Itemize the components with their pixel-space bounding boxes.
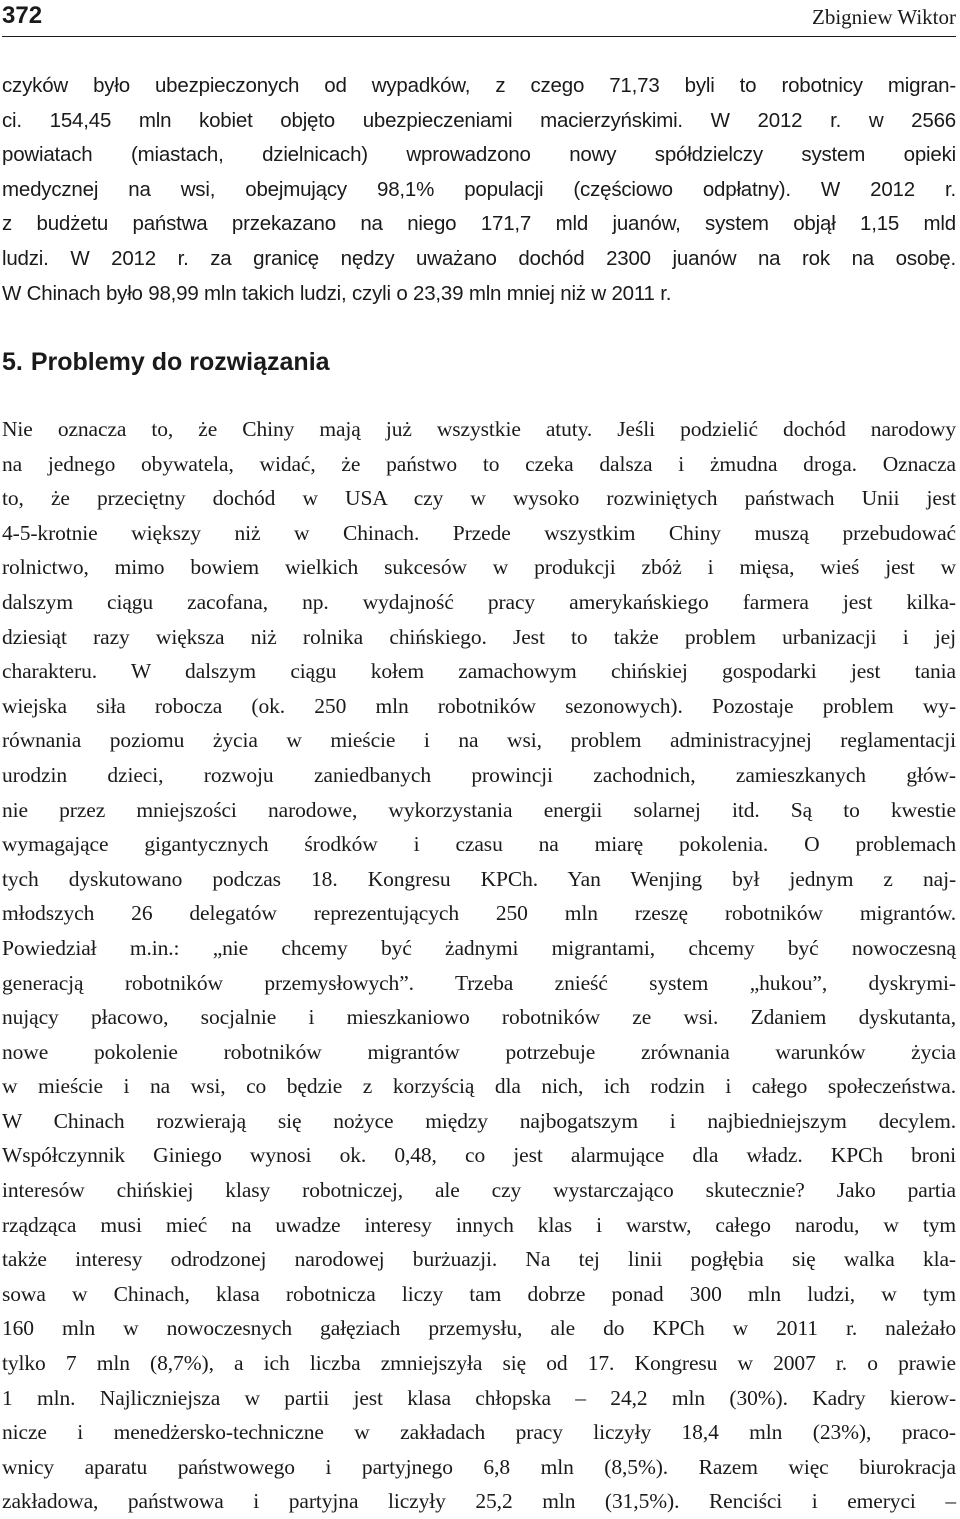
text-line: także interesy odrodzonej narodowej burżuazji. Na tej linii pogłębia się walka kla- (2, 1247, 956, 1272)
text-line: z budżetu państwa przekazano na niego 171,7 mld juanów, system objął 1,15 mld (2, 212, 956, 236)
text-line: nujący płacowo, socjalnie i mieszkaniowo robotników ze wsi. Zdaniem dyskutanta, (2, 1005, 956, 1030)
running-head-author: Zbigniew Wiktor (812, 5, 956, 29)
text-line: generacją robotników przemysłowych”. Trzeba znieść system „hukou”, dyskrymi- (2, 970, 956, 995)
text-line: dalszym ciągu zacofana, np. wydajność pracy amerykańskiego farmera jest kilka- (2, 589, 956, 614)
running-header (2, 0, 956, 37)
text-line: rolnictwo, mimo bowiem wielkich sukcesów w produkcji zbóż i mięsa, wieś jest w (2, 555, 956, 580)
text-line: Powiedział m.in.: „nie chcemy być żadnymi migrantami, chcemy być nowoczesną (2, 935, 956, 960)
text-line: powiatach (miastach, dzielnicach) wprowadzono nowy spółdzielczy system opieki (2, 143, 956, 167)
text-line: urodzin dzieci, rozwoju zaniedbanych prowincji zachodnich, zamieszkanych głów- (2, 762, 956, 787)
paragraph-intro (2, 69, 956, 311)
text-line: równania poziomu życia w mieście i na wsi, problem administracyjnej reglamentacji (2, 728, 956, 753)
text-line: w mieście i na wsi, co będzie z korzyścią dla nich, ich rodzin i całego społeczeństwa. (2, 1074, 956, 1099)
text-line: ludzi. W 2012 r. za granicę nędzy uważano dochód 2300 juanów na rok na osobę. (2, 246, 956, 270)
text-line: nie przez mniejszości narodowe, wykorzystania energii solarnej itd. Są to kwestie (2, 797, 956, 822)
text-line: Nie oznacza to, że Chiny mają już wszystkie atuty. Jeśli podzielić dochód narodowy (2, 417, 956, 441)
section-title: Problemy do rozwiązania (30, 348, 330, 376)
text-line: W Chinach było 98,99 mln takich ludzi, czyli o 23,39 mln mniej niż w 2011 r. (2, 281, 672, 305)
page-number: 372 (2, 2, 43, 29)
text-line: rządząca musi mieć na uwadze interesy innych klas i warstw, całego narodu, w tym (2, 1212, 956, 1237)
text-line: interesów chińskiej klasy robotniczej, ale czy wystarczająco skutecznie? Jako partia (2, 1178, 956, 1203)
text-line: zakładowa, państwowa i partyjna liczyły 25,2 mln (31,5%). Renciści i emeryci – (2, 1489, 956, 1514)
text-line: 160 mln w nowoczesnych gałęziach przemysłu, ale do KPCh w 2011 r. należało (2, 1316, 956, 1341)
text-line: czyków było ubezpieczonych od wypadków, z czego 71,73 byli to robotnicy migran- (2, 74, 956, 97)
text-line: charakteru. W dalszym ciągu kołem zamachowym chińskiej gospodarki jest tania (2, 659, 956, 684)
text-line: nicze i menedżersko-techniczne w zakładach pracy liczyły 18,4 mln (23%), praco- (2, 1420, 956, 1445)
text-line: tylko 7 mln (8,7%), a ich liczba zmniejszyła się od 17. Kongresu w 2007 r. o prawie (2, 1351, 956, 1376)
text-line: wnicy aparatu państwowego i partyjnego 6,8 mln (8,5%). Razem więc biurokracja (2, 1454, 956, 1479)
text-line: 1 mln. Najliczniejsza w partii jest klasa chłopska – 24,2 mln (30%). Kadry kierow- (2, 1385, 956, 1410)
text-line: to, że przeciętny dochód w USA czy w wysoko rozwiniętych państwach Unii jest (2, 486, 956, 511)
text-line: wymagające gigantycznych środków i czasu na miarę pokolenia. O problemach (2, 832, 956, 857)
text-line: dziesiąt razy większa niż rolnika chińskiego. Jest to także problem urbanizacji i jej (2, 624, 956, 649)
paragraph-problems (2, 412, 956, 1519)
text-line: wiejska siła robocza (ok. 250 mln robotników sezonowych). Pozostaje problem wy- (2, 693, 956, 718)
text-line: ci. 154,45 mln kobiet objęto ubezpieczeniami macierzyńskimi. W 2012 r. w 2566 (2, 108, 956, 132)
section-number: 5. (2, 348, 23, 376)
text-line: medycznej na wsi, obejmujący 98,1% populacji (częściowo odpłatny). W 2012 r. (2, 177, 956, 201)
section-heading (2, 344, 330, 380)
text-line: W Chinach rozwierają się nożyce między najbogatszym i najbiedniejszym decylem. (2, 1108, 956, 1133)
text-line: młodszych 26 delegatów reprezentujących 250 mln rzeszę robotników migrantów. (2, 901, 956, 926)
text-line: nowe pokolenie robotników migrantów potrzebuje zrównania warunków życia (2, 1039, 956, 1064)
text-line: Współczynnik Giniego wynosi ok. 0,48, co jest alarmujące dla władz. KPCh broni (2, 1143, 956, 1168)
text-line: 4-5-krotnie większy niż w Chinach. Przede wszystkim Chiny muszą przebudować (2, 520, 956, 545)
text-line: tych dyskutowano podczas 18. Kongresu KPCh. Yan Wenjing był jednym z naj- (2, 866, 956, 891)
text-line: na jednego obywatela, widać, że państwo to czeka dalsza i żmudna droga. Oznacza (2, 451, 956, 476)
text-line: sowa w Chinach, klasa robotnicza liczy tam dobrze ponad 300 mln ludzi, w tym (2, 1281, 956, 1306)
